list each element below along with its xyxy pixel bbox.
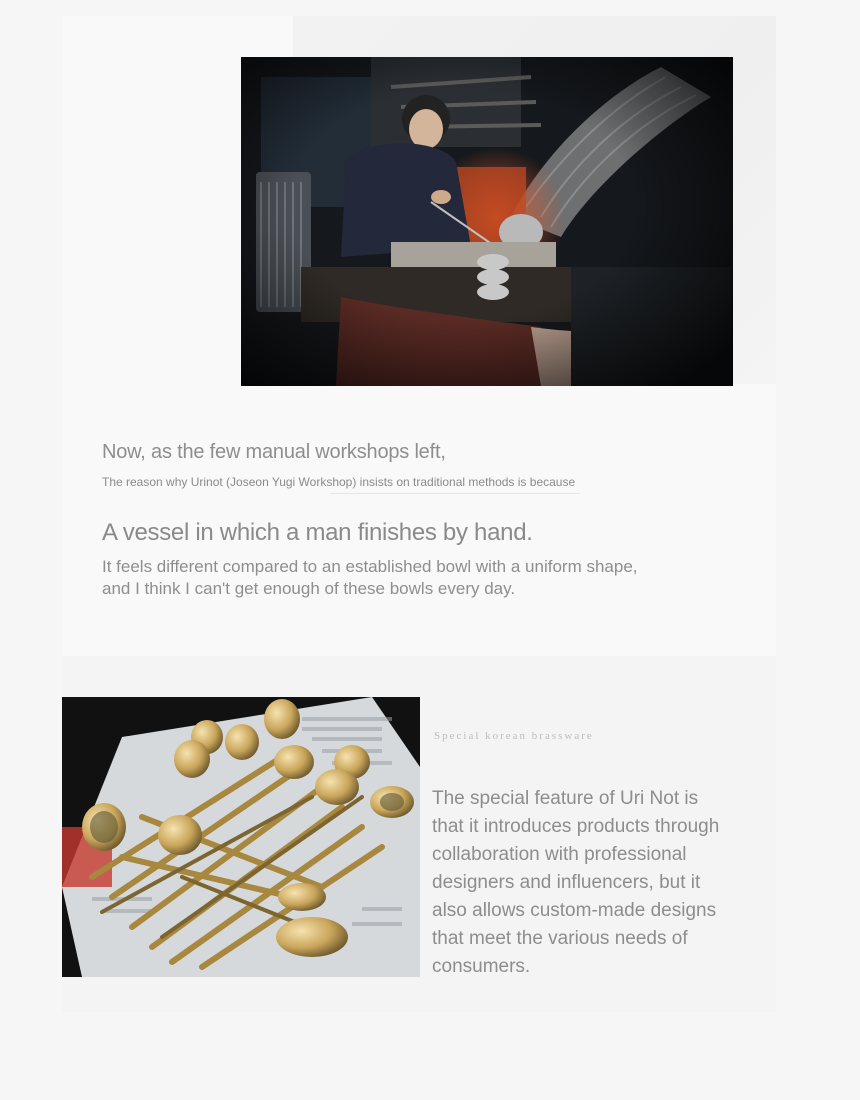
intro-caption: The reason why Urinot (Joseon Yugi Workshop) insists on traditional methods is because [102, 475, 576, 489]
quote-heading: A vessel in which a man finishes by hand. [102, 519, 533, 546]
caption-underline [330, 493, 580, 494]
quote-body: It feels different compared to an established bowl with a uniform shape, and I think I can't get enough of these bowls every day. [102, 557, 638, 598]
intro-heading: Now, as the few manual workshops left, [102, 441, 446, 463]
workshop-photo [241, 57, 733, 386]
feature-kicker: Special korean brassware [434, 730, 594, 742]
feature-body: The special feature of Uri Not is that it introduces products through collaboration with professional designers and influencers, but it also allows custom-made designs that meet the various needs of consumers. [432, 788, 720, 977]
brass-spoons-photo [62, 697, 420, 977]
